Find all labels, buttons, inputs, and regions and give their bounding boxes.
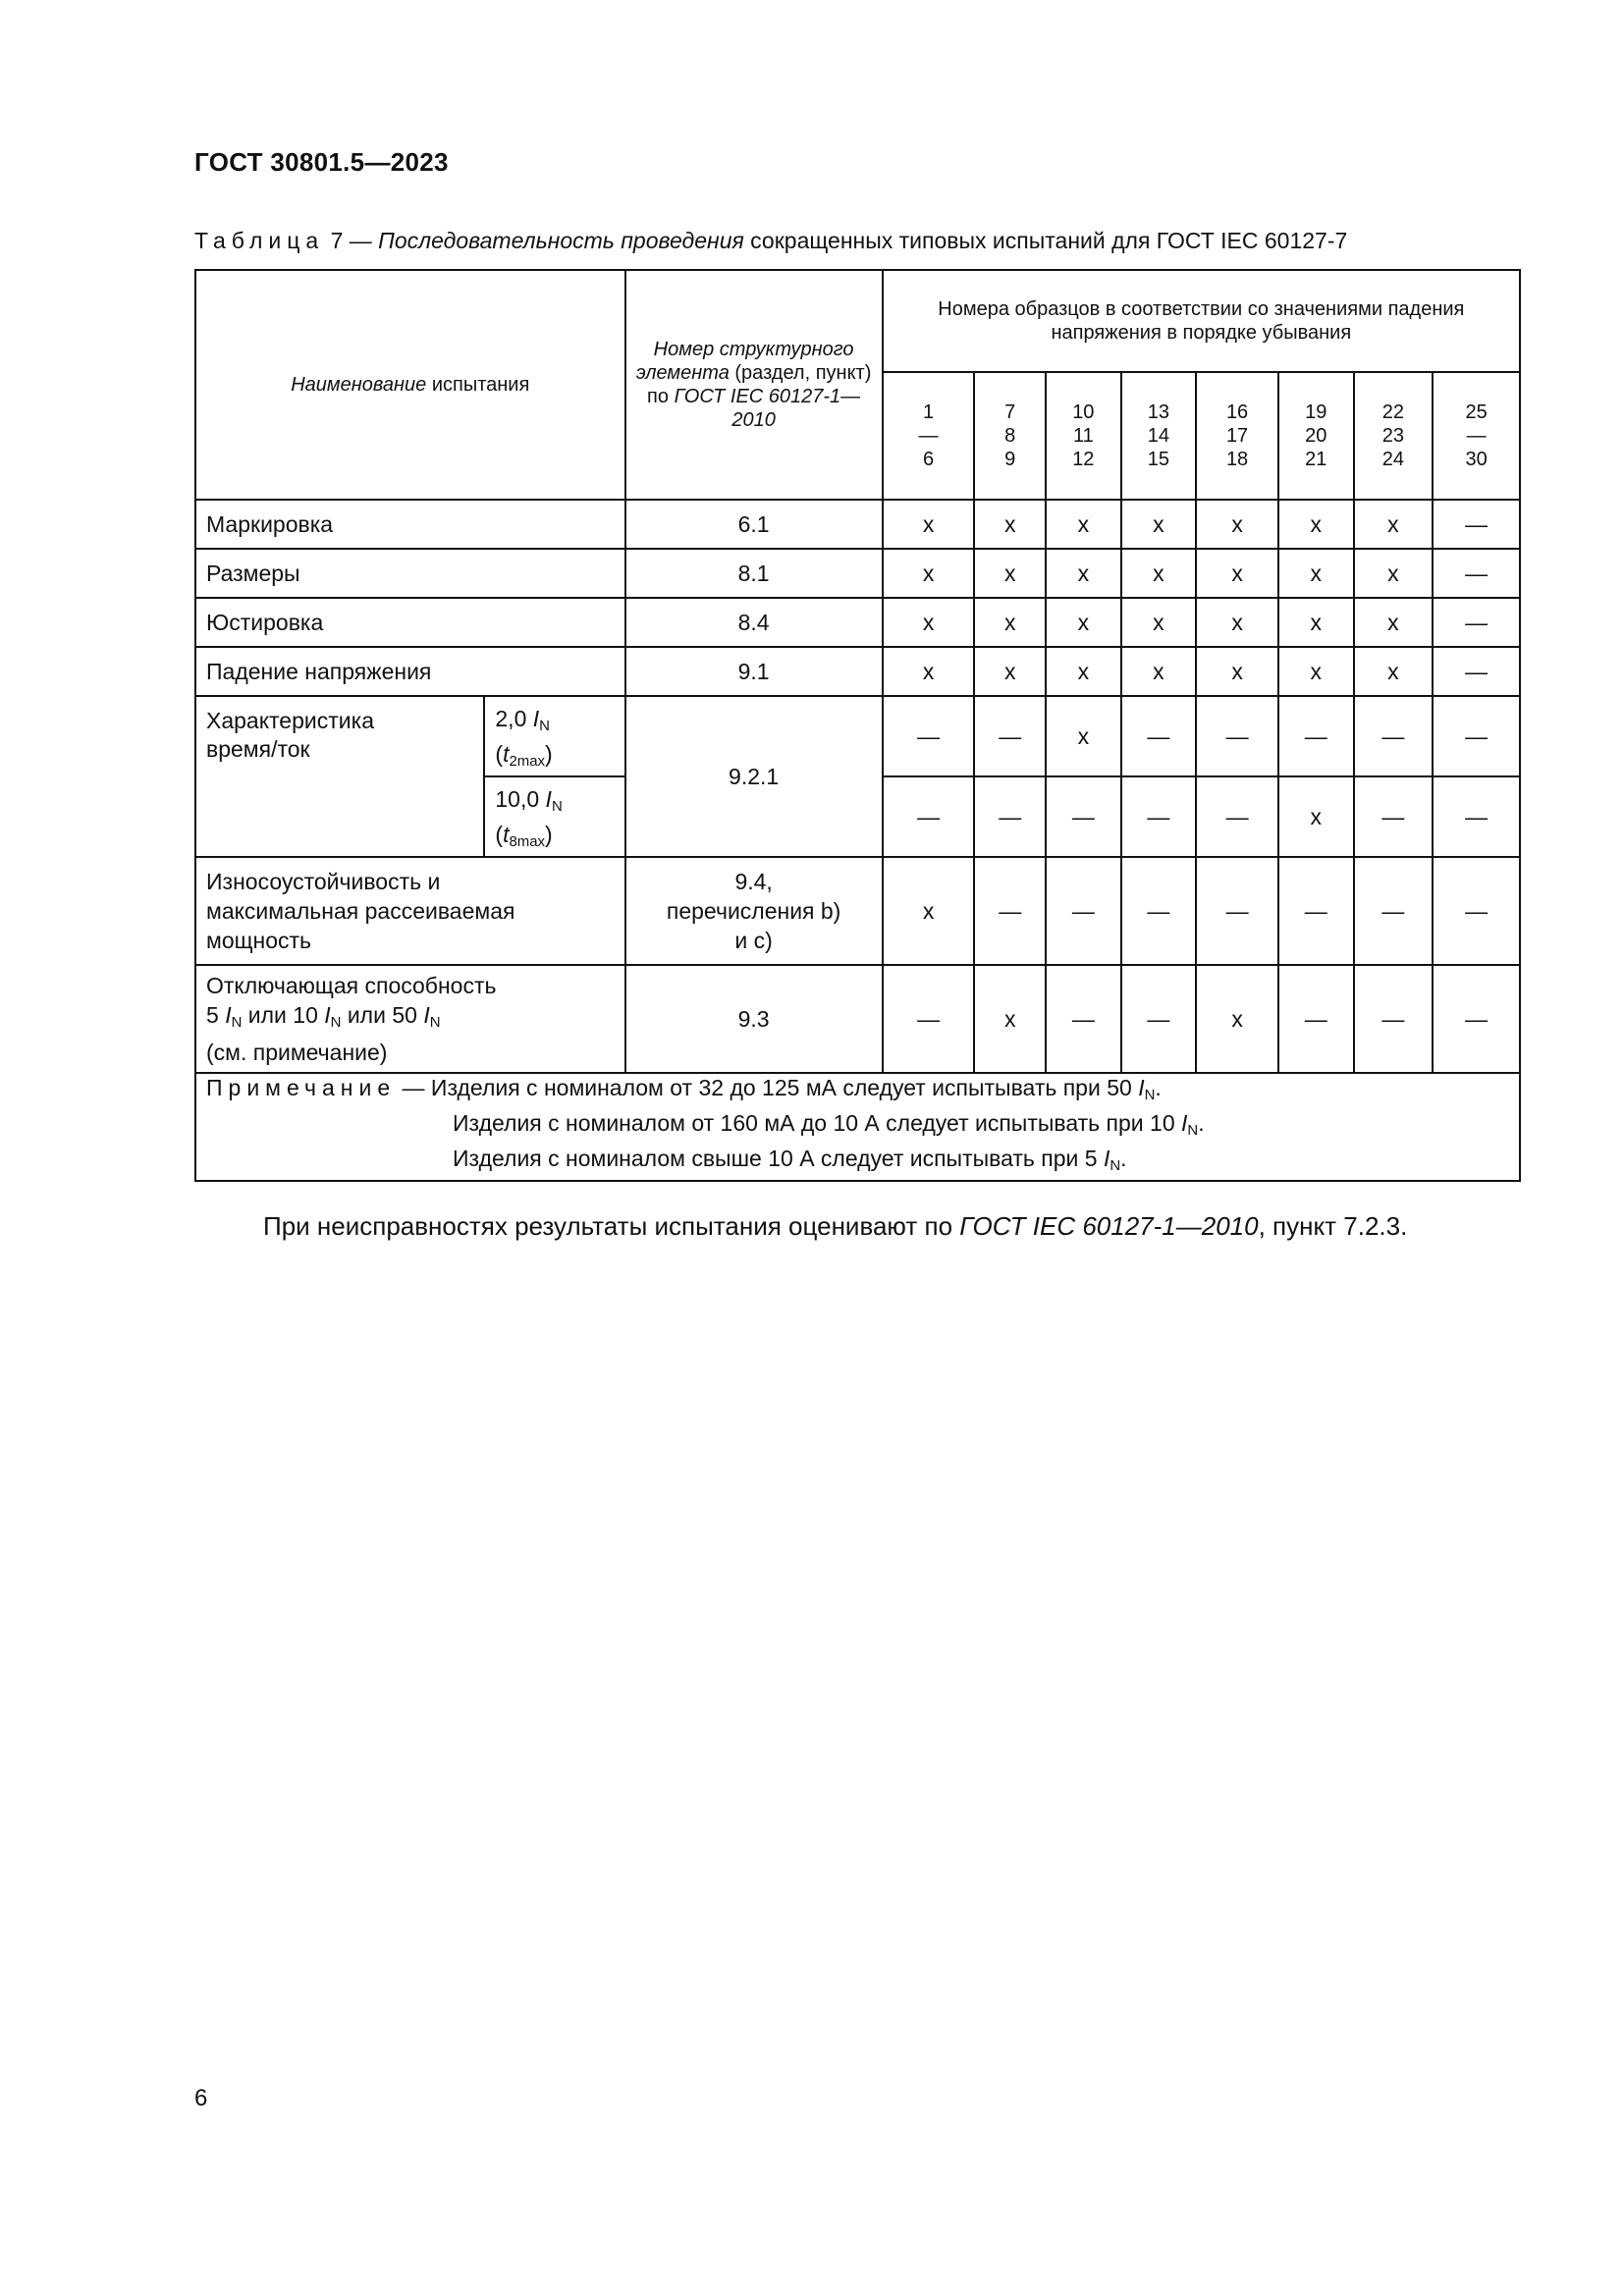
clause-number: 9.1	[625, 647, 883, 696]
mark-cell: x	[1196, 965, 1278, 1073]
mark-cell: x	[1046, 696, 1121, 776]
mark-cell: x	[974, 500, 1046, 549]
mark-cell: x	[1278, 647, 1354, 696]
table-row	[195, 696, 1520, 776]
mark-cell: x	[1278, 598, 1354, 647]
caption-number: 7 —	[324, 228, 379, 253]
clause-number: 9.4, перечисления b) и с)	[625, 857, 883, 965]
mark-cell: x	[1121, 500, 1197, 549]
mark-cell: x	[1354, 647, 1434, 696]
mark-cell: x	[883, 549, 975, 598]
test-name: Износоустойчивость и максимальная рассеиваемая мощность	[195, 857, 625, 965]
mark-cell: —	[1196, 696, 1278, 776]
mark-cell: —	[1046, 776, 1121, 857]
test-name: Характеристика время/ток	[195, 696, 484, 857]
sample-group-5: 16 17 18	[1196, 372, 1278, 500]
mark-cell: x	[883, 647, 975, 696]
mark-cell: x	[883, 500, 975, 549]
document-id: ГОСТ 30801.5—2023	[194, 147, 449, 177]
mark-cell: —	[1121, 857, 1197, 965]
mark-cell: —	[1354, 965, 1434, 1073]
table-note: Примечание — Изделия с номиналом от 32 до 125 мА следует испытывать при 50 $I_N$. Изделия с номиналом от 160 мА до 10 А следует испытывать при 10 $I_N$. Изделия с номиналом свыше 10 А следует испытывать при 5 $I_N$.	[195, 1073, 1520, 1181]
mark-cell: x	[1196, 500, 1278, 549]
sample-group-3: 10 11 12	[1046, 372, 1121, 500]
mark-cell: x	[1196, 647, 1278, 696]
test-name: Падение напряжения	[195, 647, 625, 696]
mark-cell: x	[974, 598, 1046, 647]
mark-cell: x	[1046, 647, 1121, 696]
mark-cell: —	[883, 696, 975, 776]
sample-group-2: 7 8 9	[974, 372, 1046, 500]
clause-number: 8.1	[625, 549, 883, 598]
sample-group-1: 1 — 6	[883, 372, 975, 500]
mark-cell: —	[1433, 500, 1520, 549]
test-name: Размеры	[195, 549, 625, 598]
mark-cell: —	[1433, 647, 1520, 696]
mark-cell: —	[1046, 857, 1121, 965]
mark-cell: —	[1433, 696, 1520, 776]
table-row	[195, 647, 1520, 696]
mark-cell: x	[1354, 598, 1434, 647]
current-multiple: 2,0 $I_N$ $(t_{2max})$	[484, 696, 624, 776]
note-row	[195, 1073, 1520, 1181]
caption-rest: сокращенных типовых испытаний для ГОСТ IEC 60127-7	[743, 228, 1348, 253]
mark-cell: —	[1196, 857, 1278, 965]
mark-cell: x	[1278, 549, 1354, 598]
sample-group-7: 22 23 24	[1354, 372, 1434, 500]
page-number: 6	[194, 2085, 208, 2111]
mark-cell: x	[1196, 598, 1278, 647]
mark-cell: x	[1278, 776, 1354, 857]
table-row	[195, 549, 1520, 598]
table-row	[195, 500, 1520, 549]
header-samples-title: Номера образцов в соответствии со значениями падения напряжения в порядке убывания	[883, 270, 1520, 372]
test-name: Отключающая способность 5 $I_N$ или 10 $I_N$ или 50 $I_N$ (см. примечание)	[195, 965, 625, 1073]
mark-cell: —	[883, 776, 975, 857]
mark-cell: x	[1354, 549, 1434, 598]
mark-cell: x	[1121, 647, 1197, 696]
test-sequence-table	[194, 269, 1521, 1182]
mark-cell: —	[1354, 696, 1434, 776]
clause-number: 9.3	[625, 965, 883, 1073]
mark-cell: x	[883, 598, 975, 647]
mark-cell: x	[1121, 549, 1197, 598]
mark-cell: —	[1121, 776, 1197, 857]
clause-number: 8.4	[625, 598, 883, 647]
mark-cell: —	[1433, 857, 1520, 965]
header-clause: Номер структурного элемента (раздел, пункт) по ГОСТ IEC 60127-1—2010	[625, 270, 883, 500]
mark-cell: x	[1121, 598, 1197, 647]
header-row-1	[195, 270, 1520, 372]
mark-cell: —	[1278, 696, 1354, 776]
mark-cell: x	[1046, 549, 1121, 598]
mark-cell: —	[1433, 965, 1520, 1073]
clause-number: 9.2.1	[625, 696, 883, 857]
table-row	[195, 965, 1520, 1073]
current-multiple: 10,0 $I_N$ $(t_{8max})$	[484, 776, 624, 857]
mark-cell: —	[974, 776, 1046, 857]
mark-cell: x	[974, 549, 1046, 598]
mark-cell: —	[1433, 549, 1520, 598]
body-paragraph: При неисправностях результаты испытания оценивают по ГОСТ IEC 60127-1—2010, пункт 7.2.3.	[263, 1211, 1408, 1241]
mark-cell: x	[1046, 598, 1121, 647]
mark-cell: —	[1278, 857, 1354, 965]
mark-cell: —	[1046, 965, 1121, 1073]
mark-cell: x	[1354, 500, 1434, 549]
mark-cell: —	[1121, 696, 1197, 776]
table-caption	[194, 228, 1347, 254]
caption-italic: Последовательность проведения	[378, 228, 744, 253]
header-test-name: Наименование испытания	[195, 270, 625, 500]
mark-cell: x	[974, 647, 1046, 696]
sample-group-8: 25 — 30	[1433, 372, 1520, 500]
mark-cell: x	[883, 857, 975, 965]
mark-cell: —	[974, 857, 1046, 965]
mark-cell: —	[974, 696, 1046, 776]
note-label: Примечание	[206, 1075, 397, 1100]
caption-label: Таблица	[194, 228, 325, 253]
mark-cell: x	[1196, 549, 1278, 598]
clause-number: 6.1	[625, 500, 883, 549]
mark-cell: —	[883, 965, 975, 1073]
sample-group-6: 19 20 21	[1278, 372, 1354, 500]
mark-cell: —	[1433, 776, 1520, 857]
mark-cell: —	[1196, 776, 1278, 857]
test-name: Маркировка	[195, 500, 625, 549]
mark-cell: —	[1354, 776, 1434, 857]
mark-cell: —	[1121, 965, 1197, 1073]
test-name: Юстировка	[195, 598, 625, 647]
mark-cell: x	[1046, 500, 1121, 549]
table-row	[195, 857, 1520, 965]
sample-group-4: 13 14 15	[1121, 372, 1197, 500]
mark-cell: —	[1354, 857, 1434, 965]
mark-cell: —	[1433, 598, 1520, 647]
mark-cell: —	[1278, 965, 1354, 1073]
mark-cell: x	[974, 965, 1046, 1073]
mark-cell: x	[1278, 500, 1354, 549]
table-row	[195, 598, 1520, 647]
